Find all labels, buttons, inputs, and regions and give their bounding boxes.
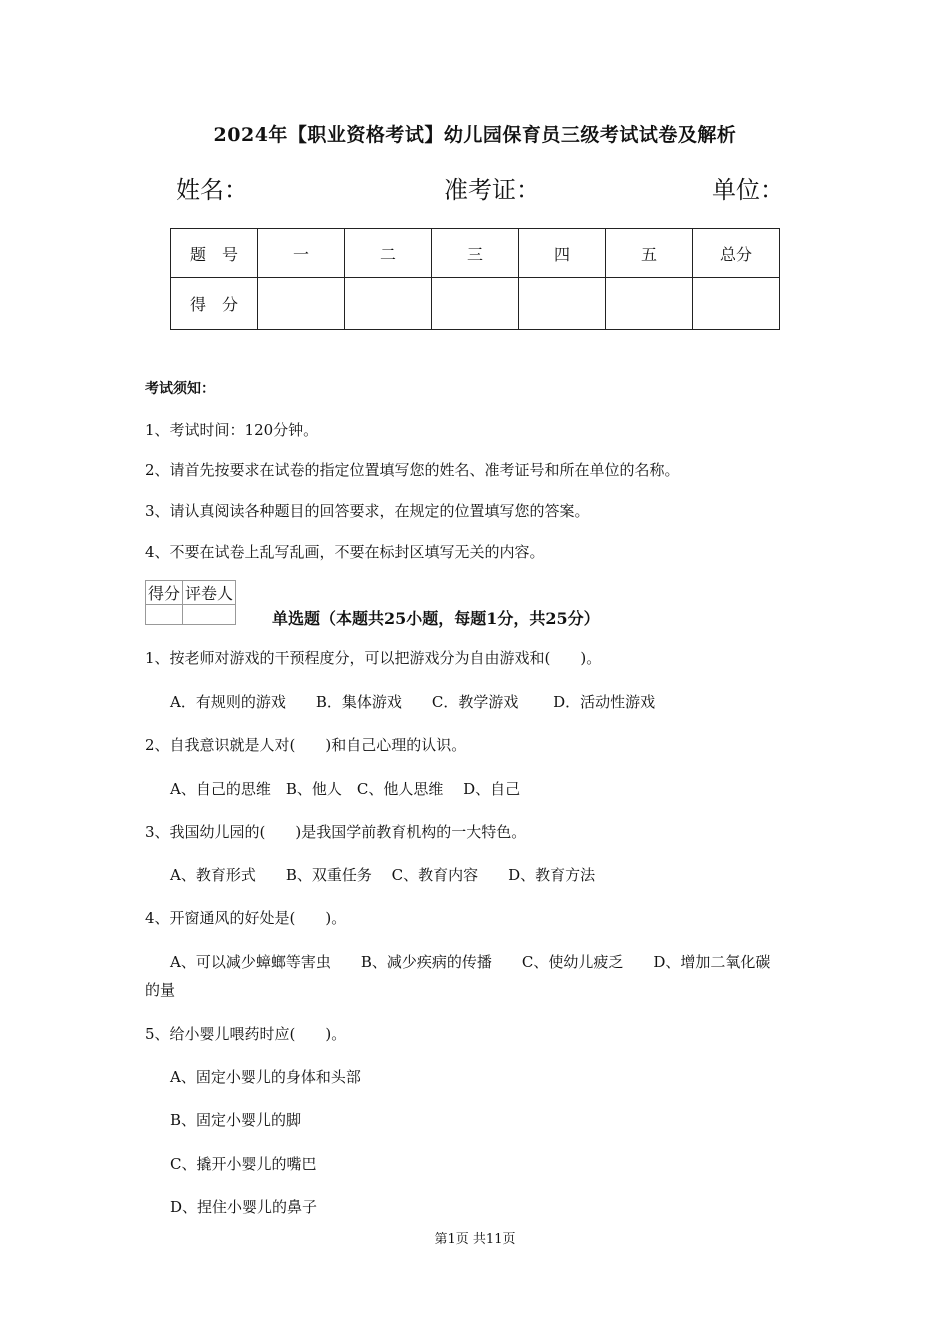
page-footer: 第1页 共11页 [434, 1232, 516, 1247]
grader-score-label: 得分 [146, 581, 183, 605]
grader-name-label: 评卷人 [183, 581, 236, 605]
question-options: A、自己的思维 B、他人 C、他人思维 D、自己 [170, 780, 521, 798]
score-table-header-cell: 五 [606, 229, 693, 278]
grader-box [145, 580, 236, 625]
score-table-header-cell: 四 [519, 229, 606, 278]
grader-name-cell[interactable] [183, 605, 236, 625]
score-table-header-cell: 二 [345, 229, 432, 278]
question-options-continued: 的量 [145, 981, 176, 999]
notice-item: 3、请认真阅读各种题目的回答要求，在规定的位置填写您的答案。 [145, 502, 590, 520]
score-table-header-row [171, 229, 780, 278]
question-stem: 1、按老师对游戏的干预程度分，可以把游戏分为自由游戏和( )。 [145, 649, 602, 667]
question-stem: 2、自我意识就是人对( )和自己心理的认识。 [145, 736, 467, 754]
question-options: A．有规则的游戏 B．集体游戏 C．教学游戏 D．活动性游戏 [170, 693, 656, 711]
grader-score-cell[interactable] [146, 605, 183, 625]
name-label: 姓名： [176, 176, 248, 204]
score-cell[interactable] [693, 278, 780, 330]
score-table-header-cell: 三 [432, 229, 519, 278]
question-options: A、教育形式 B、双重任务 C、教育内容 D、教育方法 [170, 866, 596, 884]
score-cell[interactable] [258, 278, 345, 330]
notice-title: 考试须知： [145, 381, 215, 397]
question-options: A、可以减少蟑螂等害虫 B、减少疾病的传播 C、使幼儿疲乏 D、增加二氧化碳 [170, 953, 771, 971]
question-option: A、固定小婴儿的身体和头部 [170, 1068, 361, 1086]
question-stem: 3、我国幼儿园的( )是我国学前教育机构的一大特色。 [145, 823, 527, 841]
exam-title: 2024年【职业资格考试】幼儿园保育员三级考试试卷及解析 [213, 124, 737, 146]
score-table [170, 228, 780, 330]
unit-label: 单位： [712, 176, 784, 204]
question-option: D、捏住小婴儿的鼻子 [170, 1198, 318, 1216]
score-row-label: 得 分 [171, 278, 258, 330]
question-stem: 5、给小婴儿喂药时应( )。 [145, 1025, 347, 1043]
score-cell[interactable] [606, 278, 693, 330]
score-table-header-cell: 题 号 [171, 229, 258, 278]
notice-item: 2、请首先按要求在试卷的指定位置填写您的姓名、准考证号和所在单位的名称。 [145, 461, 680, 479]
notice-item: 1、考试时间：120分钟。 [145, 421, 319, 439]
exam-id-label: 准考证： [444, 176, 540, 204]
score-cell[interactable] [432, 278, 519, 330]
question-option: B、固定小婴儿的脚 [170, 1111, 302, 1129]
score-table-header-cell: 一 [258, 229, 345, 278]
score-cell[interactable] [519, 278, 606, 330]
notice-item: 4、不要在试卷上乱写乱画，不要在标封区填写无关的内容。 [145, 543, 545, 561]
question-option: C、撬开小婴儿的嘴巴 [170, 1155, 317, 1173]
score-table-score-row [171, 278, 780, 330]
section-heading: 单选题（本题共25小题，每题1分，共25分） [272, 609, 600, 628]
question-stem: 4、开窗通风的好处是( )。 [145, 909, 347, 927]
score-table-header-cell: 总分 [693, 229, 780, 278]
score-cell[interactable] [345, 278, 432, 330]
